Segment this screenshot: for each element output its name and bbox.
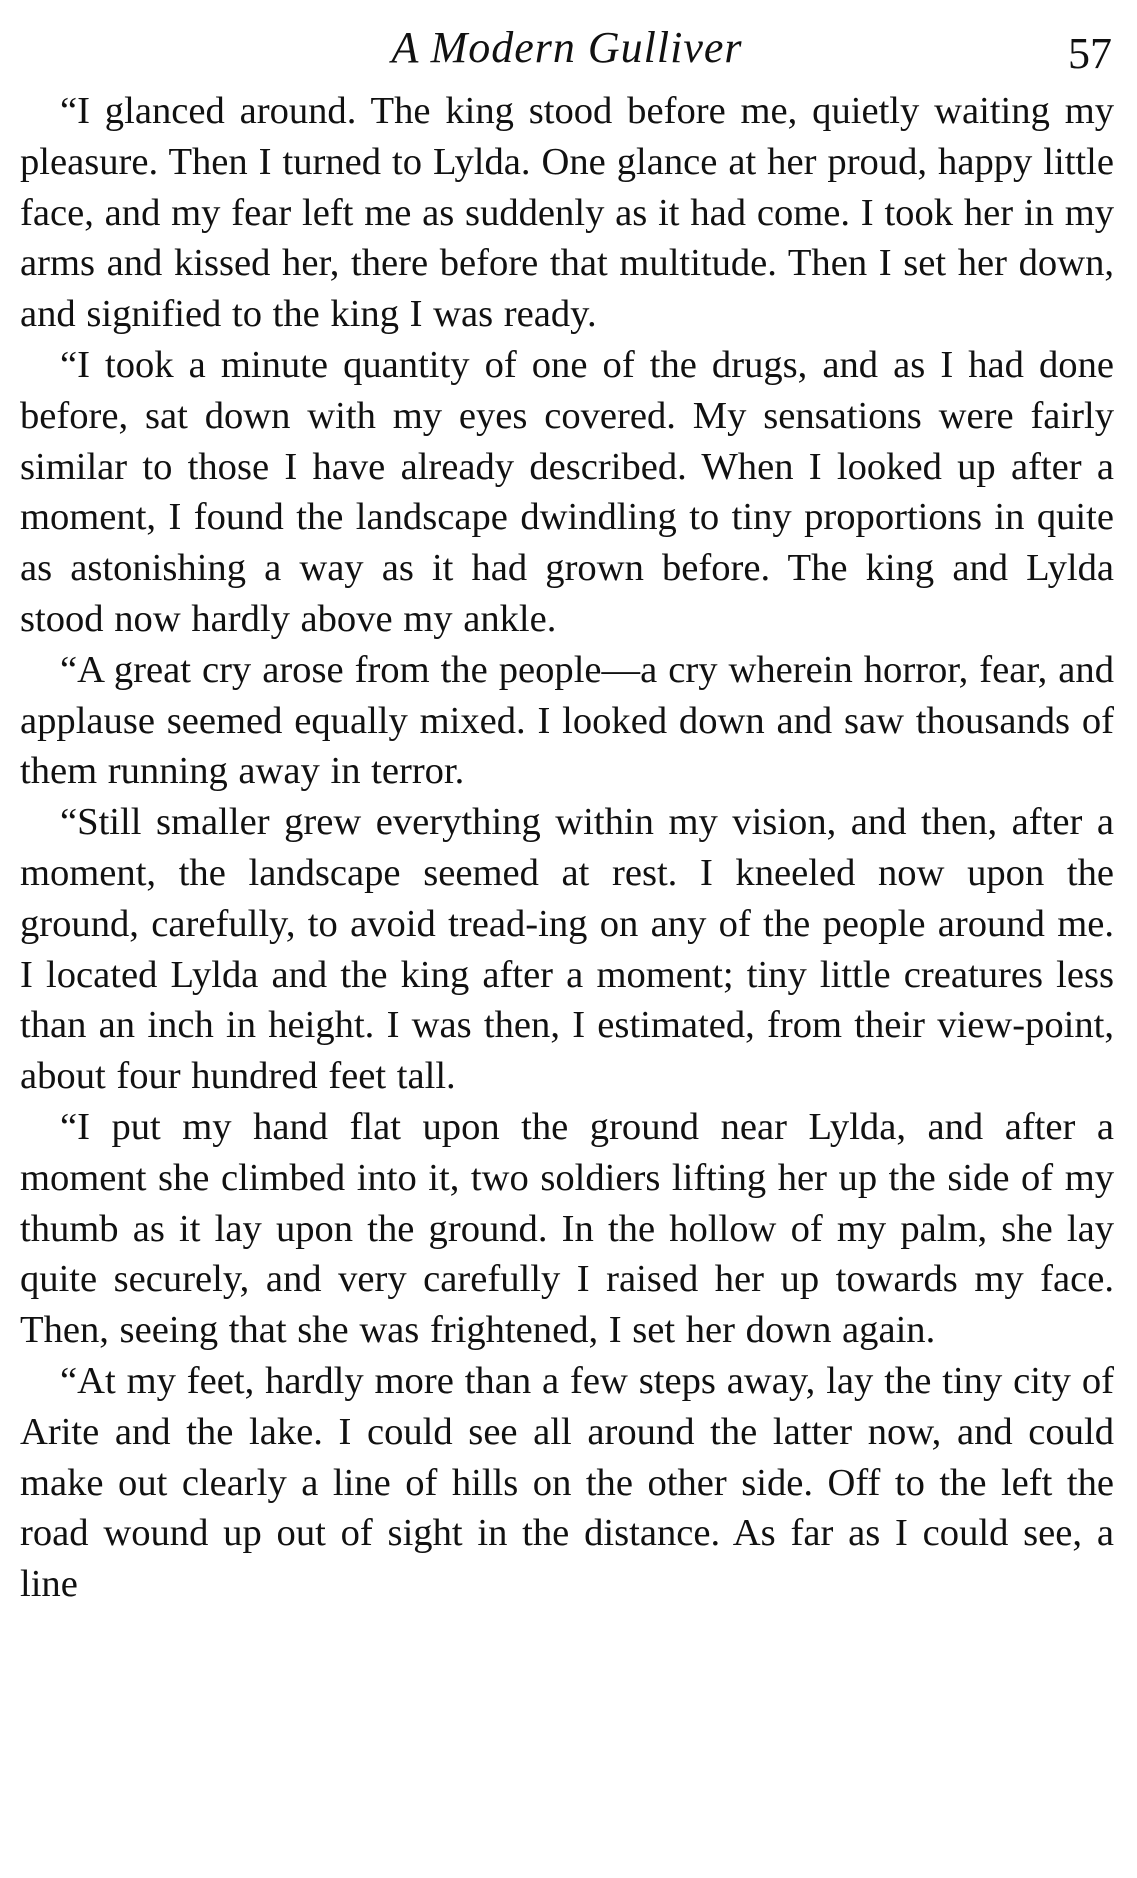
paragraph-3: “A great cry arose from the people—a cry wherein horror, fear, and applause seemed equally mixed. I looked down and saw thousands of them running away in terror.: [20, 648, 1114, 793]
book-page: [20, 14, 1114, 1864]
paragraph-5: “I put my hand flat upon the ground near Lylda, and after a moment she climbed into it, two soldiers lifting her up the side of my thumb as it lay upon the ground. In the hollow of my palm, she lay quite securely, and very carefully I raised her up towards my face. Then, seeing that she was frightened, I set her down again.: [20, 1105, 1114, 1352]
running-title: A Modern Gulliver: [391, 23, 743, 72]
paragraph-4: “Still smaller grew everything within my vision, and then, after a moment, the landscape seemed at rest. I kneeled now upon the ground, carefully, to avoid tread-ing on any of the people around me. I located Lylda and the king after a moment; tiny little creatures less than an inch in height. I was then, I estimated, from their view-point, about four hundred feet tall.: [20, 801, 1114, 1098]
paragraph-1: “I glanced around. The king stood before me, quietly waiting my pleasure. Then I turned to Lylda. One glance at her proud, happy little face, and my fear left me as suddenly as it had come. I took her in my arms and kissed her, there before that multitude. Then I set her down, and signified to the king I was ready.: [20, 90, 1114, 336]
paragraph-2: “I took a minute quantity of one of the drugs, and as I had done before, sat down with my eyes covered. My sensations were fairly similar to those I have already described. When I looked up after a moment, I found the landscape dwindling to tiny proportions in quite as astonishing a way as it had grown before. The king and Lylda stood now hardly above my ankle.: [20, 343, 1114, 640]
page-number: 57: [1068, 29, 1112, 78]
paragraph-6: “At my feet, hardly more than a few steps away, lay the tiny city of Arite and the lake. I could see all around the latter now, and could make out clearly a line of hills on the other side. Off to the left the road wound up out of sight in the distance. As far as I could see, a line: [20, 1359, 1114, 1606]
body-text: [20, 86, 1114, 1610]
running-header: [20, 14, 1114, 84]
